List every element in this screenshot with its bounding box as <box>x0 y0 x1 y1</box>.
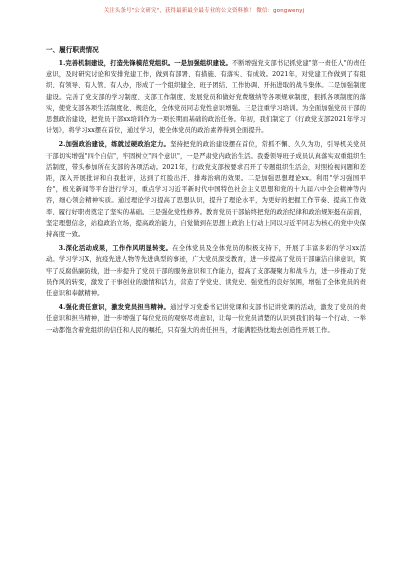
paragraph-1-body: 不断增强党支部书记抓党建"第一责任人"的责任意识，及时研究讨论和安排党建工作，做到有部署、有措施、有落实、有成效。2021年，对党建工作做到了有组织、有领导、有人管、有人办，形成了一个组织健全、班子团结、工作协调、开拓进取的战斗集体。二是加强制度建设。完善了党支部的学习制度、支部工作制度、发展党员和做好党费缴纳等各项规章制度，狠抓各项制度的落实，使党支部各项生活制度化、规范化，全体党员同志党性意识增强。三是注重学习培训。为全面加强党员干部的思想政治建设，把党员干部xx培训作为一项长期而基础的政治任务。年初，我们制定了《行政党支部2021年学习计划》，将学习xx摆在首位，通过学习，使全体党员的政治素养得到全面提升。 <box>46 60 367 135</box>
section-heading: 一、履行职责情况 <box>46 46 99 54</box>
paragraph-1 <box>46 58 366 136</box>
paragraph-3-body: 在全体党员及全体党员的积极支持下，开展了丰富多彩的学习xx活动。学习学习X，抗疫先进人物等先进典型的事迹，广大党员深受教育，进一步提高了党员干部廉洁自律意识，筑牢了反腐倡廉防线，进一步提升了党员干部的服务意识和工作能力，提高了支部凝聚力和战斗力，进一步推动了党员作风的转变，激发了干事创业的激情和活力，营造了学党史、读党史、强党性的良好氛围，增强了全体党员的责任意识和奉献精神。 <box>46 245 366 298</box>
paragraph-4-body: 通过学习党委书记讲党课和支部书记讲党课的活动，激发了党员的责任意识和担当精神，进一步增强了每位党员的观察尽责意识，让每一位党员清楚的认识到我们的每一个行动、一举一动都饱含着党组织的信任和人民的嘱托，只有强大的责任担当，才能满腔热忱地去创造性开展工作。 <box>46 304 367 334</box>
paragraph-4-lead: 4.强化责任意识，激发党员担当精神。 <box>58 304 171 312</box>
paragraph-3-lead: 3.深化活动成果，工作作风明显转变。 <box>58 245 173 253</box>
paragraph-2-body: 坚持把党的政治建设摆在首位，常抓不懈、久久为功，引导机关党员干部切实增强"四个自信"，牢固树立"四个意识"，一是严肃党内政治生活。我委领导班子成员认真落实双重组织生活制度，带头参加所在支部的各项活动。2021年，行政党支部按要求召开了专题组织生活会，对照检视问题和差距，深入开展批评和自我批评，达到了红脸出汗、排毒治病的效果。二是加强思想理论xx。利用"学习强国平台"，极光新闻等平台进行学习，重点学习习近平新时代中国特色社会主义思想和党的十九届六中全会精神等内容，细心领会精神实质。通过理论学习提高了思想认识，提升了理论水平，为更好的把握工作节奏、提高工作效率、履行好职责奠定了坚实的基础。三是强化党性修养。教育党员干部始终把党的政治纪律和政治规矩挺在前面，坚定理想信念，站稳政治立场，提高政治能力，自觉做到在思想上政治上行动上同以习近平同志为核心的党中央保持高度一致。 <box>46 141 367 239</box>
top-banner: 关注头条号"公文研究"，获得最新最全最专业的公文资料推！ 微信：gongwenyj <box>103 8 305 14</box>
paragraph-4 <box>46 302 366 336</box>
paragraph-2-lead: 2.加强政治建设，练就过硬政治定力。 <box>58 141 171 149</box>
paragraph-2 <box>46 139 366 240</box>
paragraph-1-lead: 1.完善机制建设，打造先锋模范党组织。一是加强组织建设。 <box>58 60 232 67</box>
paragraph-3 <box>46 243 366 299</box>
document-body <box>46 44 366 336</box>
